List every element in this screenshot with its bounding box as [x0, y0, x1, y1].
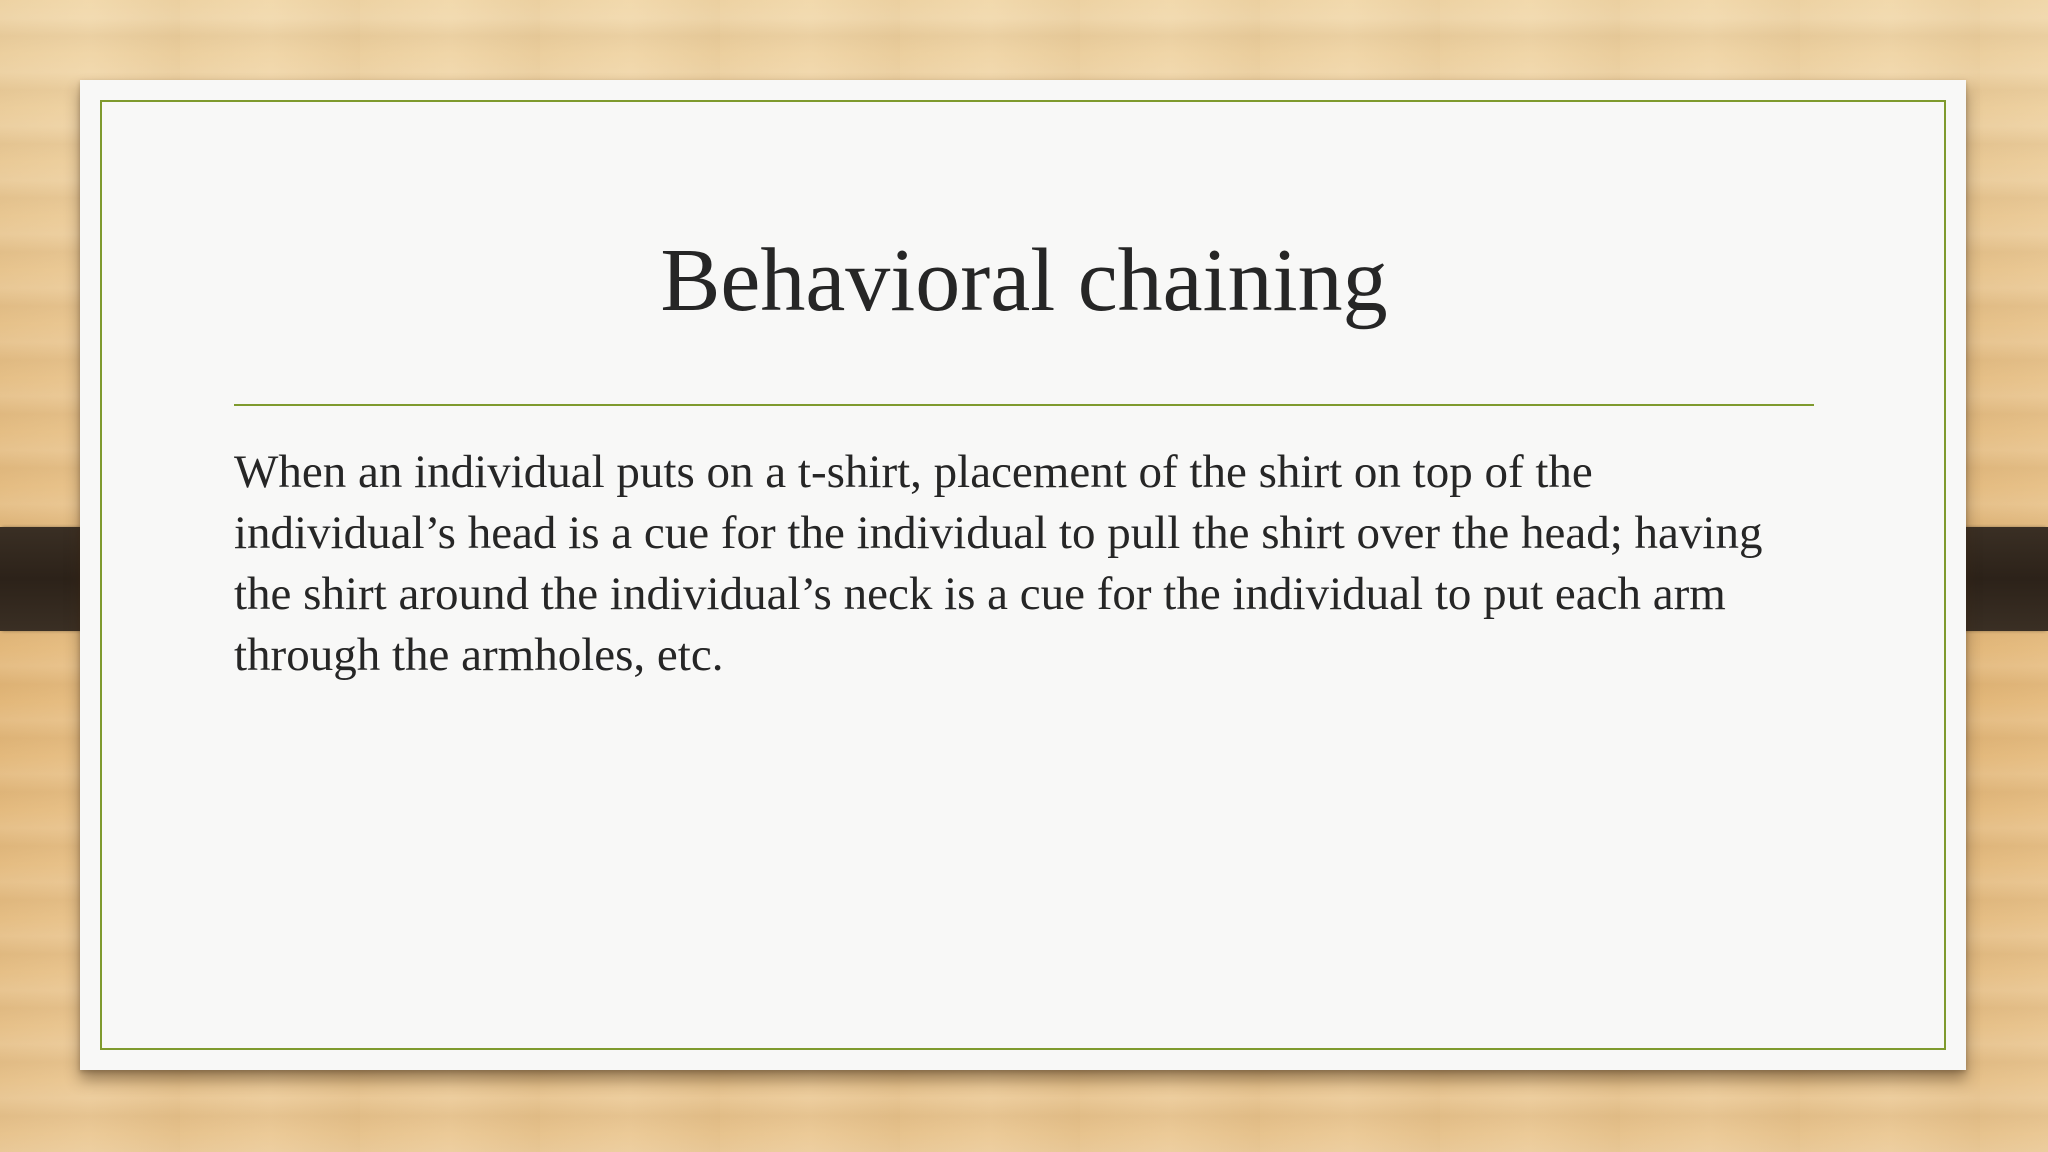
- title-divider: [234, 404, 1814, 406]
- slide-body-text: When an individual puts on a t-shirt, placement of the shirt on top of the individual’s head is a cue for the individual to pull the shirt over the head; having the shirt around the individual’s neck is a cue for the individual to put each arm through the armholes, etc.: [234, 446, 1763, 681]
- slide-title: Behavioral chaining: [660, 231, 1388, 330]
